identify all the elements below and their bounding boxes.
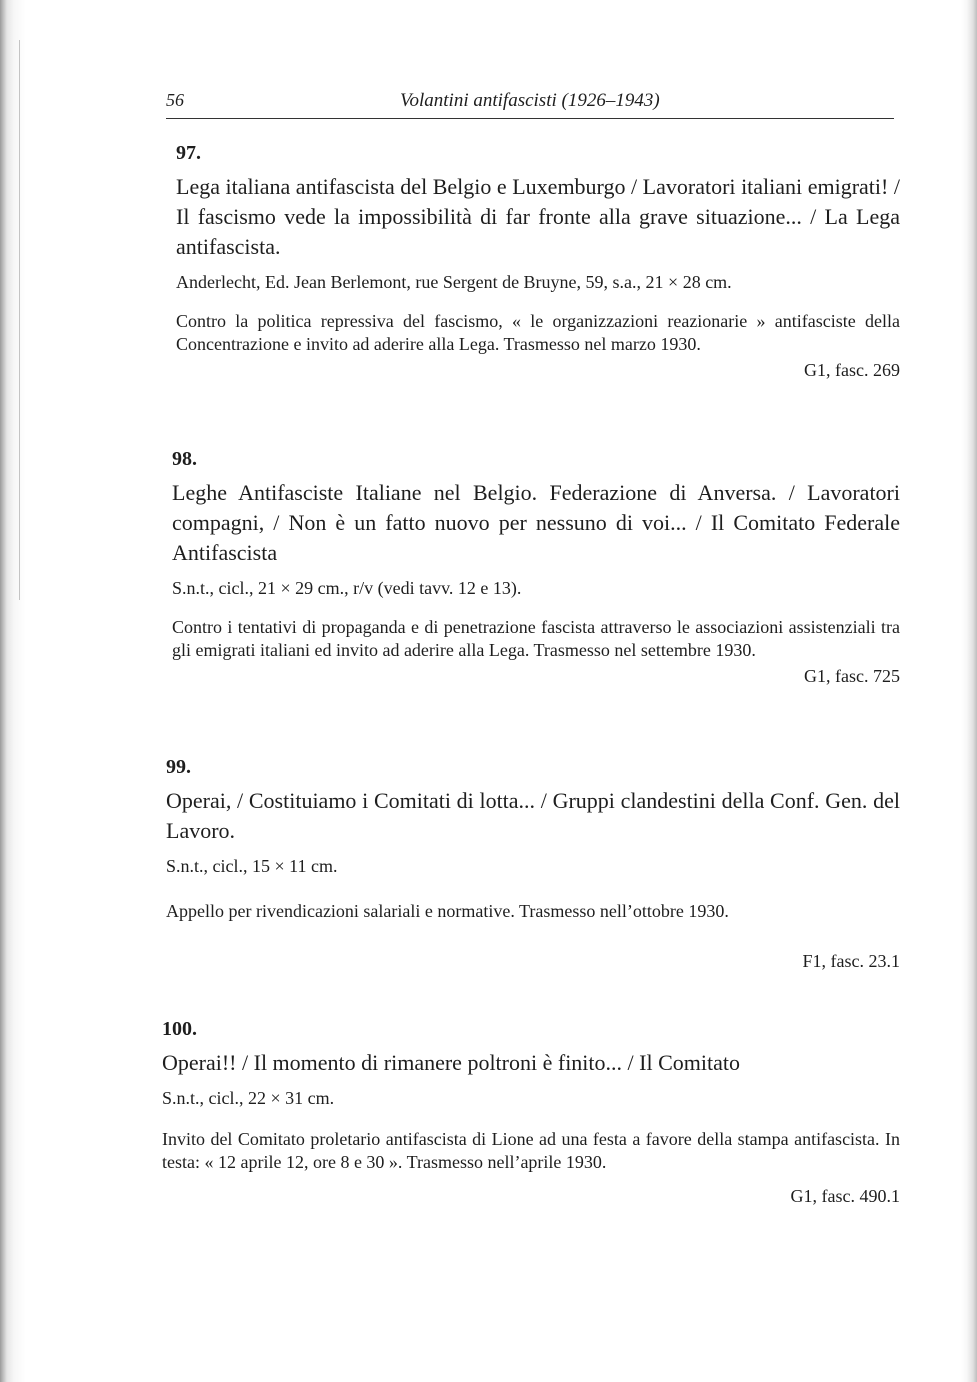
description: Contro i tentativi di propaganda e di penetrazione fascista attraverso le associazioni assistenziali tra gli emigrati italiani ed invito ad aderire alla Lega. Trasmesso nel settembre 1930.: [172, 617, 900, 660]
description: Appello per rivendicazioni salariali e normative. Trasmesso nell’ottobre 1930.: [166, 901, 729, 921]
description: Invito del Comitato proletario antifascista di Lione ad una festa a favore della stampa antifascista. In testa: « 12 aprile 12, ore 8 e 30 ». Trasmesso nell’aprile 1930.: [162, 1129, 900, 1172]
leaflet-text: Operai!! / Il momento di rimanere poltroni è finito... / Il Comitato: [162, 1050, 740, 1075]
leaflet-text: Operai, / Costituiamo i Comitati di lotta... / Gruppi clandestini della Conf. Gen. del Lavoro.: [166, 788, 900, 843]
scan-margin-line: [19, 40, 20, 600]
catalog-entry-100: [162, 1016, 900, 1208]
running-head: [166, 84, 900, 124]
archive-reference: G1, fasc. 490.1: [790, 1186, 900, 1206]
entry-number: 100.: [162, 1018, 197, 1040]
entry-number: 97.: [176, 142, 201, 164]
imprint: S.n.t., cicl., 22 × 31 cm.: [162, 1088, 335, 1108]
page-number: 56: [166, 90, 184, 110]
catalog-entry-98: [172, 446, 900, 688]
leaflet-text: Lega italiana antifascista del Belgio e Luxemburgo / Lavoratori italiani emigrati! / Il fascismo vede la impossibilità di far fronte alla grave situazione... / La Lega antifascista.: [176, 174, 900, 259]
catalog-entry-99: [166, 754, 900, 973]
scan-right-edge: [961, 0, 977, 1382]
catalog-entry-97: [176, 140, 900, 382]
scan-left-edge: [0, 0, 26, 1382]
entry-number: 99.: [166, 756, 191, 778]
archive-reference: G1, fasc. 269: [804, 360, 900, 380]
imprint: S.n.t., cicl., 21 × 29 cm., r/v (vedi tavv. 12 e 13).: [172, 578, 522, 598]
description: Contro la politica repressiva del fascismo, « le organizzazioni reazionarie » antifasciste della Concentrazione e invito ad aderire alla Lega. Trasmesso nel marzo 1930.: [176, 311, 900, 354]
archive-reference: G1, fasc. 725: [804, 666, 900, 686]
header-rule: [166, 118, 894, 119]
entry-number: 98.: [172, 448, 197, 470]
imprint: Anderlecht, Ed. Jean Berlemont, rue Sergent de Bruyne, 59, s.a., 21 × 28 cm.: [176, 272, 732, 292]
archive-reference: F1, fasc. 23.1: [802, 951, 900, 971]
imprint: S.n.t., cicl., 15 × 11 cm.: [166, 856, 338, 876]
leaflet-text: Leghe Antifasciste Italiane nel Belgio. Federazione di Anversa. / Lavoratori compagni, / Non è un fatto nuovo per nessuno di voi... / Il Comitato Federale Antifascista: [172, 480, 900, 565]
running-title: Volantini antifascisti (1926–1943): [400, 90, 660, 111]
